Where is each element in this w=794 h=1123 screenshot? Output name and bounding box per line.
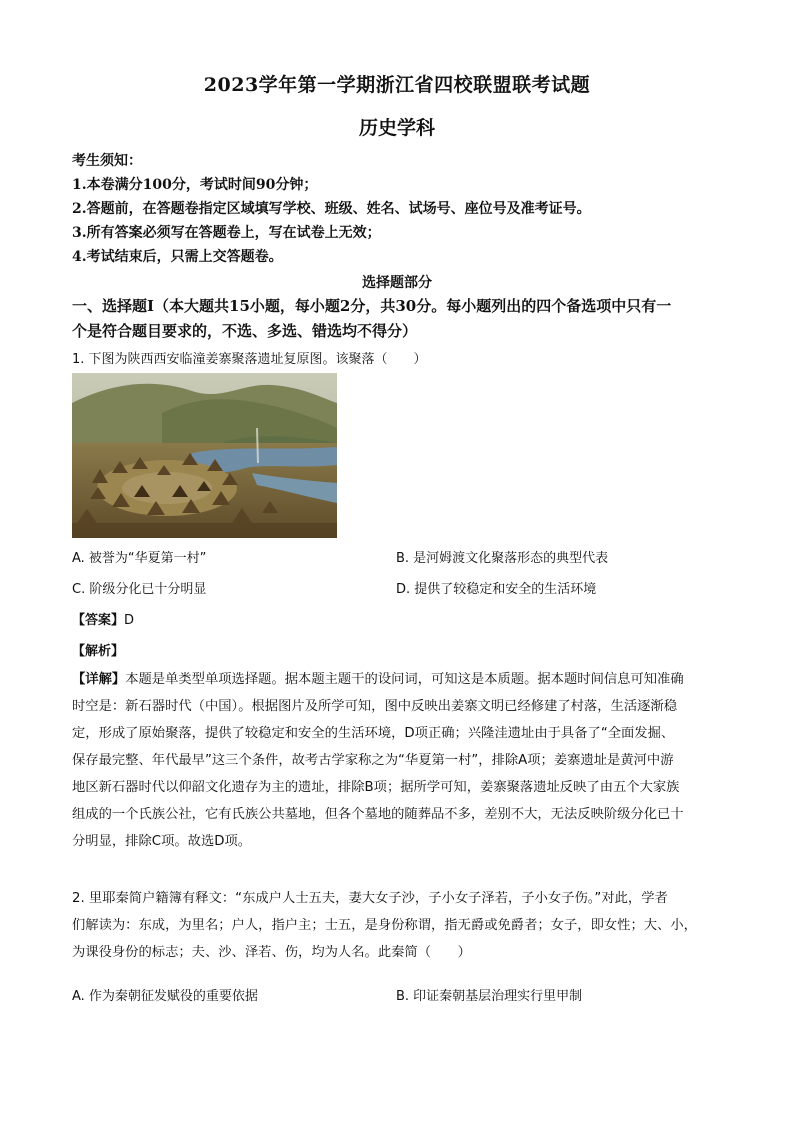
section-instruction-line2: 个是符合题目要求的，不选、多选、错选均不得分） (72, 322, 418, 340)
q1-stem: 1. 下图为陕西西安临潼姜寨聚落遗址复原图。该聚落（ ） (72, 352, 427, 367)
q1-analysis-label (72, 640, 124, 659)
q1-option-a: A. 被誉为“华夏第一村” (72, 551, 207, 566)
q1-option-c: C. 阶级分化已十分明显 (72, 582, 207, 597)
subject-title: 历史学科 (358, 117, 435, 139)
detail-line-4: 保存最完整、年代最早”这三个条件，故考古学家称之为“华夏第一村”，排除A项；姜寨遗址是黄河中游 (72, 753, 674, 768)
q1-option-d: D. 提供了较稳定和安全的生活环境 (396, 582, 597, 597)
detail-label: 【详解】 (72, 672, 126, 687)
answer-value: D (124, 613, 135, 628)
notice-heading: 考生须知： (72, 153, 142, 169)
q2-option-b: B. 印证秦朝基层治理实行里甲制 (396, 989, 583, 1004)
notice-item-1: 1.本卷满分100分，考试时间90分钟； (72, 177, 318, 193)
q2-stem (72, 885, 732, 966)
q1-detail (72, 666, 732, 855)
section-heading: 选择题部分 (362, 275, 432, 291)
q1-option-b: B. 是河姆渡文化聚落形态的典型代表 (396, 551, 609, 566)
q2-stem-line-1: 2. 里耶秦简户籍簿有释文：“东成户人士五夫，妻大女子沙，子小女子泽若，子小女子伤。”对此，学者 (72, 891, 668, 906)
notice-item-2: 2.答题前，在答题卷指定区域填写学校、班级、姓名、试场号、座位号及准考证号。 (72, 201, 591, 217)
detail-line-6: 组成的一个氏族公社，它有氏族公共墓地，但各个墓地的随葬品不多，差别不大，无法反映阶级分化已十 (72, 807, 684, 822)
detail-line-5: 地区新石器时代以仰韶文化遗存为主的遗址，排除B项；据所学可知，姜寨聚落遗址反映了由五个大家族 (72, 780, 680, 795)
q2-stem-line-2: 们解读为：东成，为里名；户人，指户主；士五，是身份称谓，指无爵或免爵者；女子，即女性；大、小， (72, 918, 697, 933)
q1-answer (72, 609, 134, 628)
exam-title: 2023学年第一学期浙江省四校联盟联考试题 (203, 74, 591, 96)
notice-item-4: 4.考试结束后，只需上交答题卷。 (72, 249, 283, 265)
section-instruction (72, 294, 732, 344)
detail-line-3: 定，形成了原始聚落，提供了较稳定和安全的生活环境，D项正确；兴隆洼遗址由于具备了“全面发掘、 (72, 726, 675, 741)
detail-line-7: 分明显，排除C项。故选D项。 (72, 834, 252, 849)
detail-line-2: 时空是：新石器时代（中国）。根据图片及所学可知，图中反映出姜寨文明已经修建了村落，生活逐渐稳 (72, 699, 678, 714)
q2-option-a: A. 作为秦朝征发赋役的重要依据 (72, 989, 258, 1004)
village-reconstruction-illustration (72, 373, 337, 538)
detail-line-1 (72, 666, 732, 693)
notice-item-3: 3.所有答案必须写在答题卷上，写在试卷上无效； (72, 225, 381, 241)
detail-text-1: 本题是单类型单项选择题。据本题主题干的设问词，可知这是本质题。据本题时间信息可知准确 (125, 672, 684, 687)
analysis-label: 【解析】 (72, 644, 125, 659)
answer-label: 【答案】 (72, 613, 125, 628)
section-instruction-line1: 一、选择题Ⅰ（本大题共15小题，每小题2分，共30分。每小题列出的四个备选项中只有一 (72, 297, 672, 315)
q2-stem-line-3: 为课役身份的标志；夫、沙、泽若、伤，均为人名。此秦简（ ） (72, 945, 471, 960)
